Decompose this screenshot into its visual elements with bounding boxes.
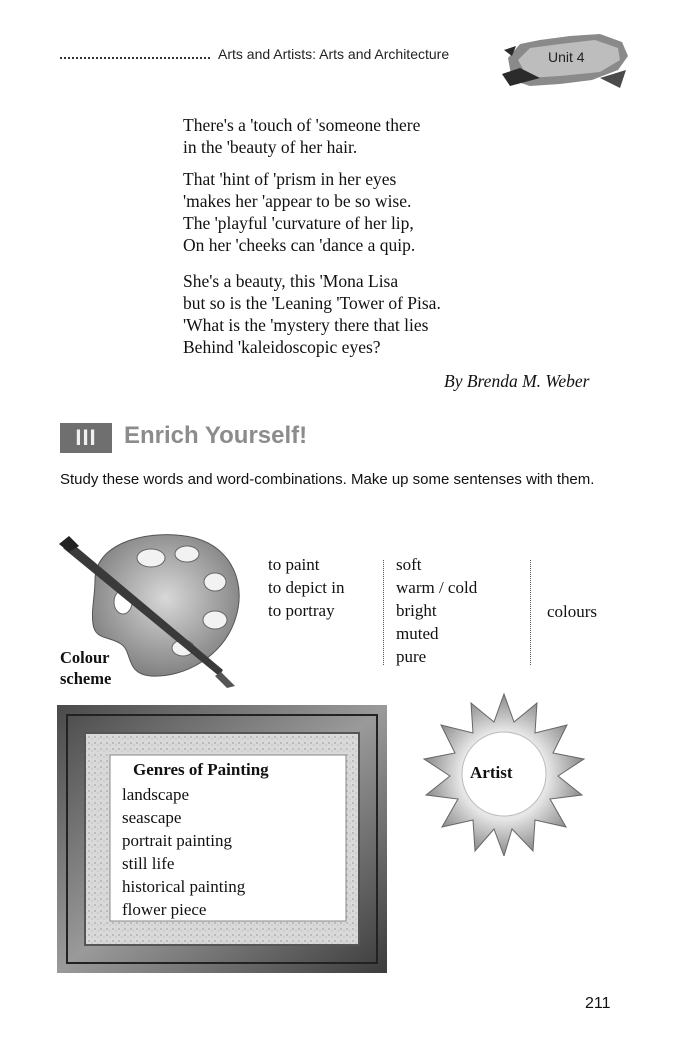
poem-line: The 'playful 'curvature of her lip, bbox=[183, 213, 414, 233]
poem-line: 'What is the 'mystery there that lies bbox=[183, 315, 429, 335]
genre-item: historical painting bbox=[122, 877, 246, 896]
poem-line: On her 'cheeks can 'dance a quip. bbox=[183, 235, 416, 255]
poem-line: 'makes her 'appear to be so wise. bbox=[183, 191, 412, 211]
poem-stanza bbox=[183, 168, 415, 256]
exercise-instructions: Study these words and word-combinations. Make up some sentenses with them. bbox=[60, 471, 595, 488]
genre-item: still life bbox=[122, 854, 175, 873]
colour-scheme-label bbox=[60, 647, 111, 689]
artist-label: Artist bbox=[470, 763, 513, 782]
poem-line: She's a beauty, this 'Mona Lisa bbox=[183, 271, 399, 291]
section-title: Enrich Yourself! bbox=[124, 422, 308, 449]
poem-line: in the 'beauty of her hair. bbox=[183, 137, 358, 157]
poem-line: Behind 'kaleidoscopic eyes? bbox=[183, 337, 381, 357]
adjective-item: soft bbox=[396, 555, 422, 574]
poem-stanza bbox=[183, 114, 420, 158]
adjectives-column bbox=[396, 553, 477, 668]
colour-scheme-label-line: Colour bbox=[60, 648, 110, 667]
column-divider bbox=[383, 560, 384, 665]
running-header-title: Arts and Artists: Arts and Architecture bbox=[218, 46, 450, 62]
adjective-item: bright bbox=[396, 601, 437, 620]
verb-item: to portray bbox=[268, 601, 335, 620]
unit-label: Unit 4 bbox=[548, 49, 585, 65]
colour-scheme-label-line: scheme bbox=[60, 669, 112, 688]
header-dotted-leader bbox=[60, 47, 210, 59]
genre-item: landscape bbox=[122, 785, 190, 804]
noun-item: colours bbox=[547, 602, 598, 621]
poem-stanza bbox=[183, 270, 441, 358]
genre-item: portrait painting bbox=[122, 831, 233, 850]
genre-item: seascape bbox=[122, 808, 182, 827]
page-number: 211 bbox=[585, 995, 611, 1012]
verb-item: to depict in bbox=[268, 578, 345, 597]
poem-author: By Brenda M. Weber bbox=[444, 371, 590, 391]
poem-line: but so is the 'Leaning 'Tower of Pisa. bbox=[183, 293, 441, 313]
poem-line: There's a 'touch of 'someone there bbox=[183, 115, 421, 135]
column-divider bbox=[530, 560, 531, 665]
verbs-column bbox=[268, 553, 344, 622]
poem-line: That 'hint of 'prism in her eyes bbox=[183, 169, 397, 189]
verb-item: to paint bbox=[268, 555, 320, 574]
adjective-item: pure bbox=[396, 647, 427, 666]
genre-item: flower piece bbox=[122, 900, 207, 919]
genres-title: Genres of Painting bbox=[133, 760, 269, 779]
adjective-item: muted bbox=[396, 624, 439, 643]
genres-list bbox=[122, 783, 245, 921]
section-number-badge: III bbox=[60, 423, 112, 453]
adjective-item: warm / cold bbox=[396, 578, 478, 597]
